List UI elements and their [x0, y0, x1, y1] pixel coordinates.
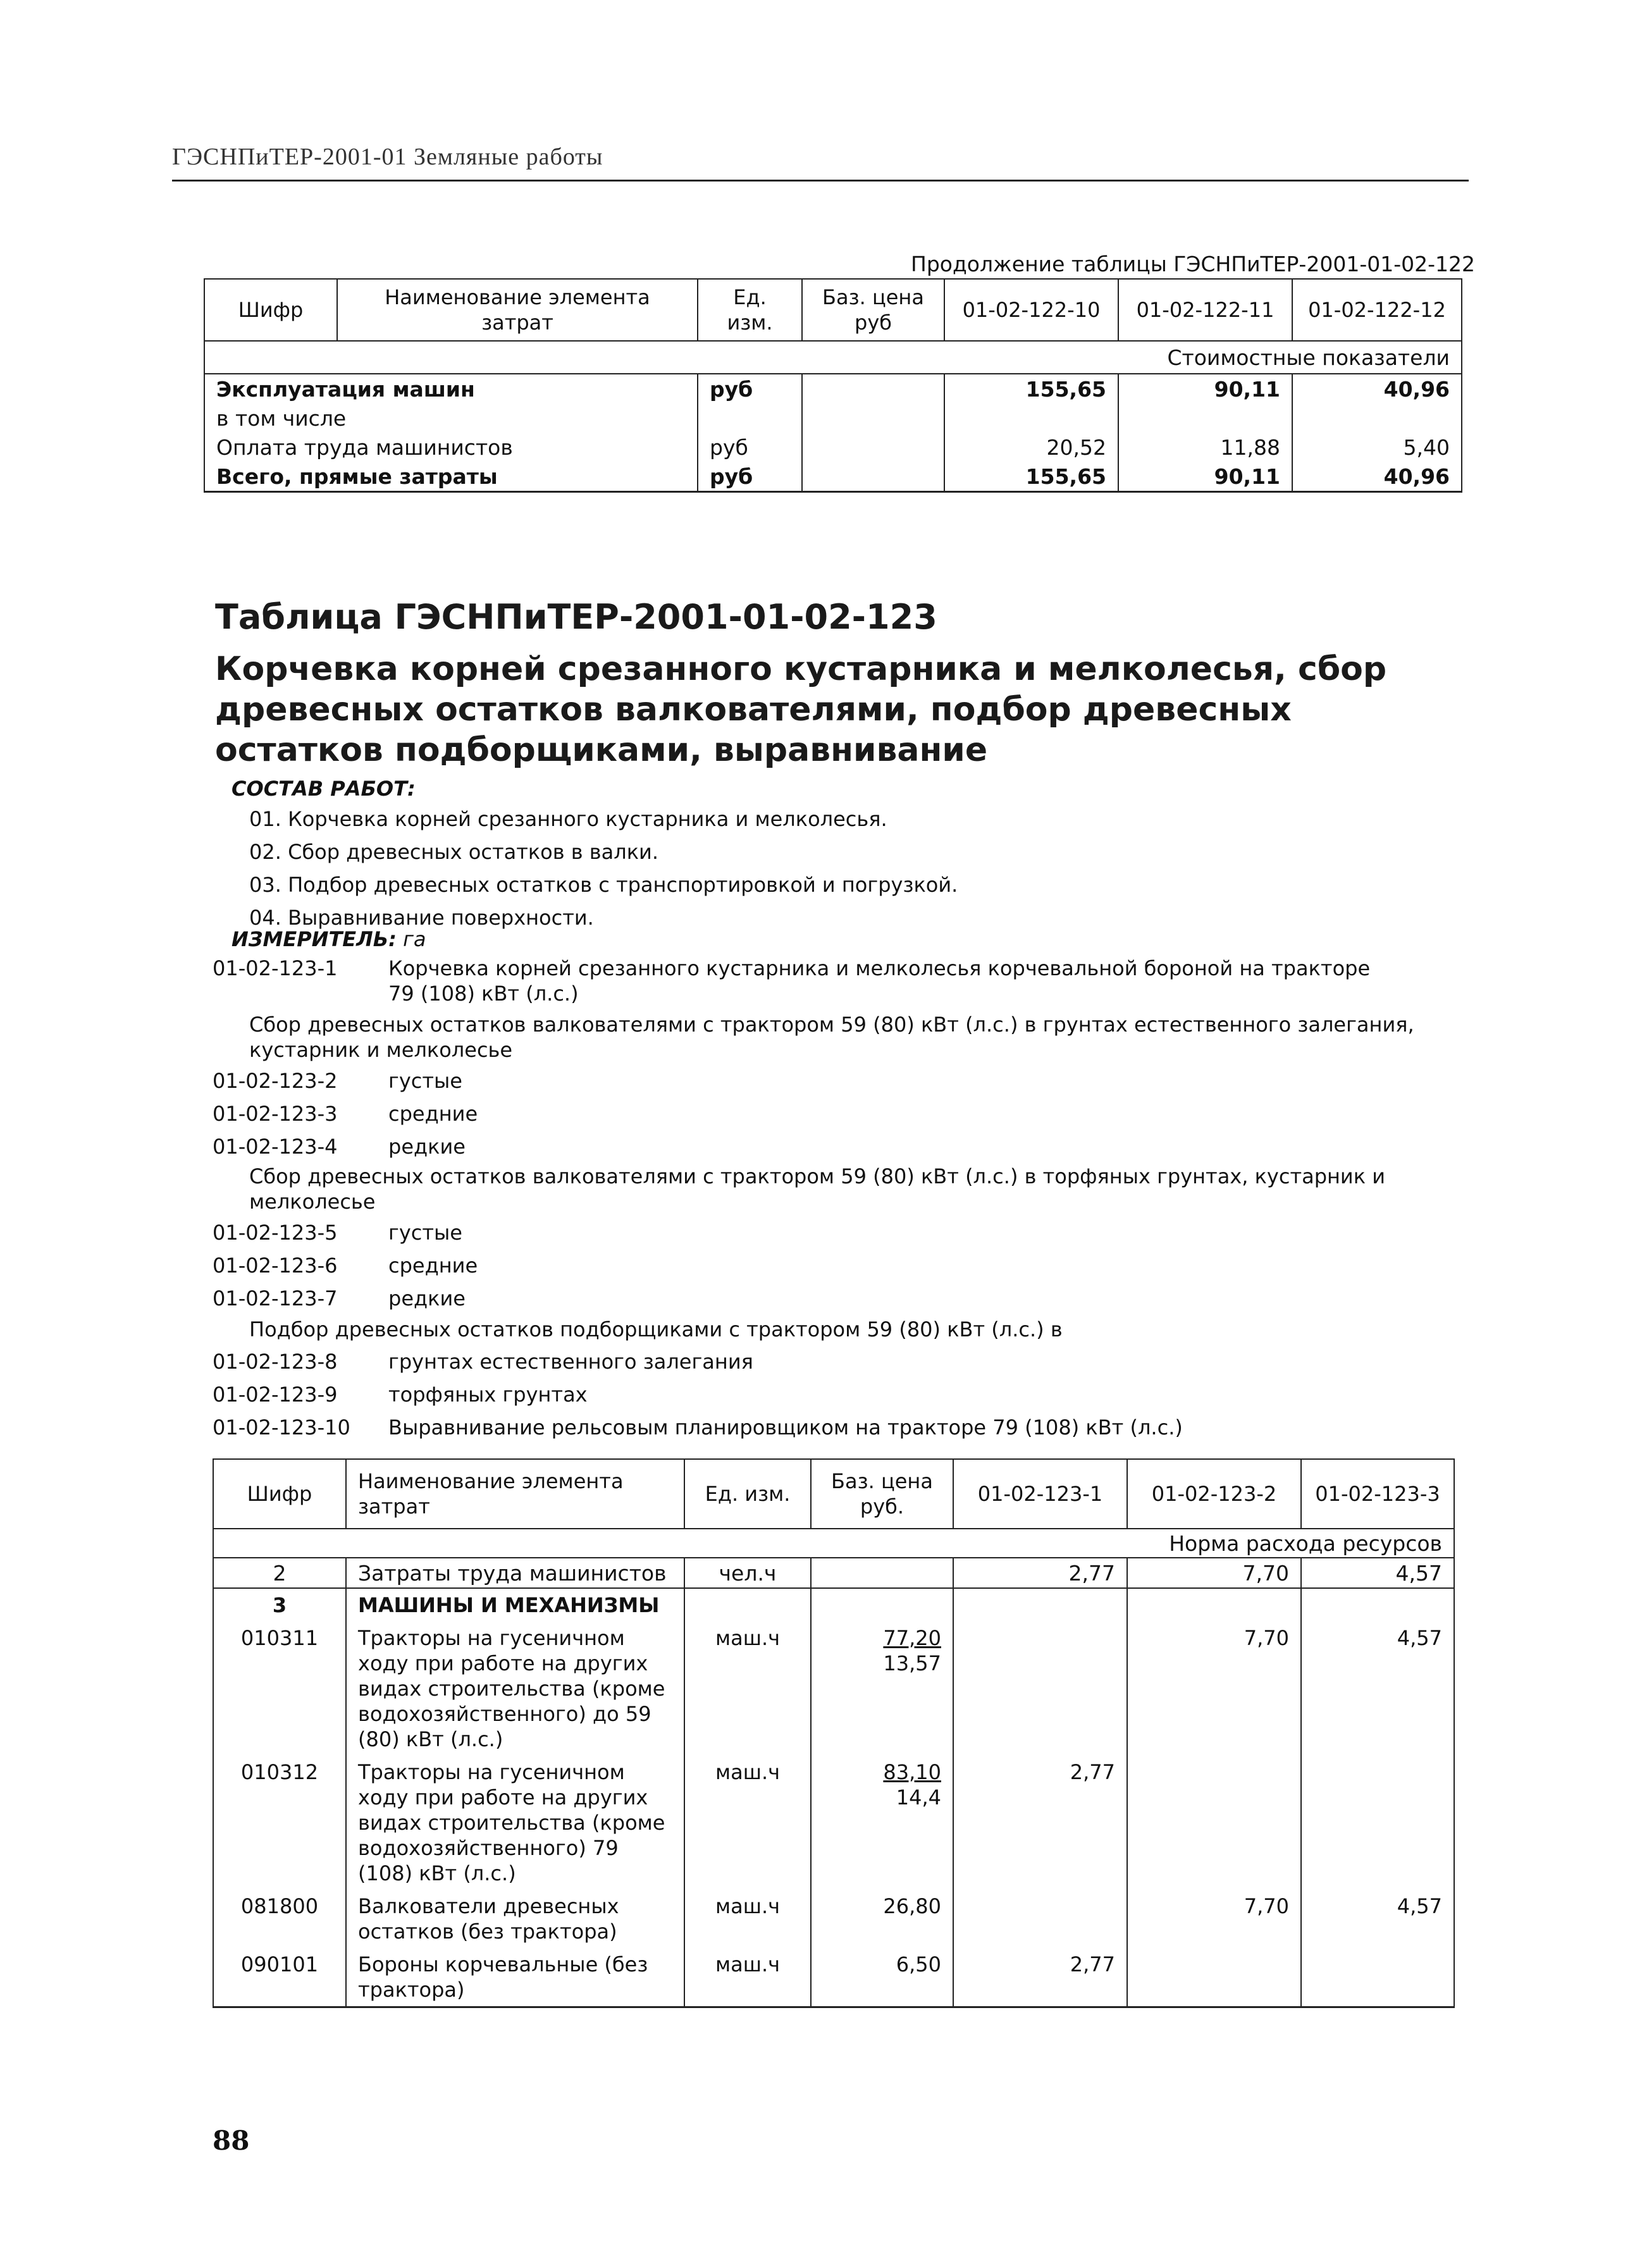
row-code: 081800	[213, 1890, 346, 1948]
composition-item: 03. Подбор древесных остатков с транспортировкой и погрузкой.	[249, 873, 958, 897]
row-unit: руб	[698, 462, 802, 492]
row-name: в том числе	[204, 404, 698, 433]
item-code: 01-02-123-5	[213, 1221, 338, 1245]
header-code: Шифр	[213, 1459, 346, 1529]
price-top: 77,20	[883, 1626, 941, 1650]
table-subtitle: Корчевка корней срезанного кустарника и мелколесья, сбор древесных остатков валкователями, подбор древесных остатков подборщиками, выравнивание	[215, 650, 1387, 769]
group-desc: Подбор древесных остатков подборщиками с трактором 59 (80) кВт (л.с.) в	[249, 1317, 1063, 1341]
row-value-3: 5,40	[1292, 433, 1462, 462]
row-unit: руб	[698, 374, 802, 404]
group-desc: Сбор древесных остатков валкователями с трактором 59 (80) кВт (л.с.) в торфяных грунтах, кустарник и мелколесье	[249, 1164, 1386, 1214]
item-code: 01-02-123-1	[213, 956, 338, 980]
item-desc: Выравнивание рельсовым планировщиком на тракторе 79 (108) кВт (л.с.)	[388, 1415, 1183, 1439]
row-code: 3	[213, 1588, 346, 1622]
item-desc: средние	[388, 1102, 478, 1126]
item-desc-cont: 79 (108) кВт (л.с.)	[388, 982, 579, 1006]
header-price: Баз. цена руб.	[811, 1459, 953, 1529]
row-name: Тракторы на гусеничном ходу при работе на других видах строительства (кроме водохозяйственного) 79 (108) кВт (л.с.)	[346, 1756, 684, 1890]
item-desc: густые	[388, 1221, 462, 1245]
item-code: 01-02-123-6	[213, 1254, 338, 1278]
item-desc: Корчевка корней срезанного кустарника и мелколесья корчевальной бороной на тракторе	[388, 956, 1371, 980]
header-price: Баз. цена руб	[802, 279, 944, 341]
row-value-1: 2,77	[953, 1948, 1127, 2007]
row-price: 6,50	[811, 1948, 953, 2007]
header-name: Наименование элемента затрат	[337, 279, 698, 341]
meter-line	[231, 927, 426, 951]
table-subheader: Норма расхода ресурсов	[213, 1529, 1454, 1558]
price-top: 83,10	[883, 1760, 941, 1784]
row-value-3: 40,96	[1292, 462, 1462, 492]
item-code: 01-02-123-9	[213, 1383, 338, 1407]
row-code: 010312	[213, 1756, 346, 1890]
table-row	[204, 374, 1462, 404]
row-unit: маш.ч	[684, 1756, 811, 1890]
table-header-row	[213, 1459, 1454, 1529]
row-value-3: 4,57	[1301, 1890, 1454, 1948]
row-unit: маш.ч	[684, 1622, 811, 1756]
resource-table-123	[213, 1458, 1455, 2008]
table-row	[213, 1948, 1454, 2007]
row-value-2: 7,70	[1127, 1558, 1301, 1588]
row-name: Тракторы на гусеничном ходу при работе на других видах строительства (кроме водохозяйственного) до 59 (80) кВт (л.с.)	[346, 1622, 684, 1756]
row-value-3: 40,96	[1292, 374, 1462, 404]
table-title: Таблица ГЭСНПиТЕР-2001-01-02-123	[215, 597, 937, 637]
row-name: Эксплуатация машин	[204, 374, 698, 404]
row-unit: маш.ч	[684, 1890, 811, 1948]
row-value-1: 155,65	[944, 462, 1118, 492]
row-price	[802, 374, 944, 404]
cost-table-122	[204, 278, 1462, 493]
meter-label: ИЗМЕРИТЕЛЬ:	[231, 927, 397, 951]
item-desc: грунтах естественного залегания	[388, 1350, 753, 1374]
row-name: Бороны корчевальные (без трактора)	[346, 1948, 684, 2007]
row-name: Затраты труда машинистов	[346, 1558, 684, 1588]
row-price	[811, 1622, 953, 1756]
table-row	[213, 1588, 1454, 1622]
item-desc: редкие	[388, 1135, 466, 1159]
row-value-3: 4,57	[1301, 1622, 1454, 1756]
table-header-row	[204, 279, 1462, 341]
composition-item: 01. Корчевка корней срезанного кустарника и мелколесья.	[249, 807, 887, 831]
table-row	[204, 462, 1462, 492]
row-value-2: 11,88	[1118, 433, 1292, 462]
header-col-2: 01-02-123-2	[1127, 1459, 1301, 1529]
row-name: Валкователи древесных остатков (без трактора)	[346, 1890, 684, 1948]
row-price: 26,80	[811, 1890, 953, 1948]
item-code: 01-02-123-8	[213, 1350, 338, 1374]
row-value-3: 4,57	[1301, 1558, 1454, 1588]
table-row	[204, 404, 1462, 433]
table-subheader: Стоимостные показатели	[204, 341, 1462, 374]
header-code: Шифр	[204, 279, 337, 341]
table-row	[213, 1890, 1454, 1948]
row-unit: чел.ч	[684, 1558, 811, 1588]
row-name: Всего, прямые затраты	[204, 462, 698, 492]
composition-item: 02. Сбор древесных остатков в валки.	[249, 840, 659, 864]
price-bottom: 14,4	[896, 1785, 941, 1809]
header-col-1: 01-02-123-1	[953, 1459, 1127, 1529]
row-value-2: 90,11	[1118, 374, 1292, 404]
header-col-1: 01-02-122-10	[944, 279, 1118, 341]
header-col-2: 01-02-122-11	[1118, 279, 1292, 341]
row-value-1: 2,77	[953, 1756, 1127, 1890]
row-unit	[698, 404, 802, 433]
item-code: 01-02-123-2	[213, 1069, 338, 1093]
header-unit: Ед. изм.	[698, 279, 802, 341]
table-row	[213, 1756, 1454, 1890]
row-value-1: 20,52	[944, 433, 1118, 462]
price-bottom: 13,57	[883, 1651, 941, 1675]
row-value-1: 2,77	[953, 1558, 1127, 1588]
row-code: 2	[213, 1558, 346, 1588]
composition-heading: СОСТАВ РАБОТ:	[231, 777, 416, 801]
row-name: Оплата труда машинистов	[204, 433, 698, 462]
row-value-2: 7,70	[1127, 1622, 1301, 1756]
item-desc: торфяных грунтах	[388, 1383, 588, 1407]
table-row	[204, 433, 1462, 462]
meter-unit: га	[403, 927, 426, 951]
row-value-2: 7,70	[1127, 1890, 1301, 1948]
item-code: 01-02-123-7	[213, 1286, 338, 1310]
row-value-1: 155,65	[944, 374, 1118, 404]
row-name: МАШИНЫ И МЕХАНИЗМЫ	[346, 1588, 684, 1622]
item-desc: редкие	[388, 1286, 466, 1310]
table-row	[213, 1558, 1454, 1588]
item-code: 01-02-123-3	[213, 1102, 338, 1126]
header-unit: Ед. изм.	[684, 1459, 811, 1529]
item-desc: средние	[388, 1254, 478, 1278]
item-desc: густые	[388, 1069, 462, 1093]
running-head: ГЭСНПиТЕР-2001-01 Земляные работы	[172, 144, 603, 170]
page-number: 88	[213, 2125, 250, 2156]
row-unit: руб	[698, 433, 802, 462]
header-rule	[172, 180, 1469, 182]
row-price	[811, 1756, 953, 1890]
row-code: 090101	[213, 1948, 346, 2007]
composition-item: 04. Выравнивание поверхности.	[249, 906, 594, 930]
continuation-caption: Продолжение таблицы ГЭСНПиТЕР-2001-01-02-122	[911, 252, 1476, 276]
table-row	[213, 1622, 1454, 1756]
header-col-3: 01-02-122-12	[1292, 279, 1462, 341]
item-code: 01-02-123-4	[213, 1135, 338, 1159]
item-code: 01-02-123-10	[213, 1415, 350, 1439]
row-value-2: 90,11	[1118, 462, 1292, 492]
row-unit: маш.ч	[684, 1948, 811, 2007]
header-col-3: 01-02-123-3	[1301, 1459, 1454, 1529]
header-name: Наименование элемента затрат	[346, 1459, 684, 1529]
row-code: 010311	[213, 1622, 346, 1756]
group-desc: Сбор древесных остатков валкователями с трактором 59 (80) кВт (л.с.) в грунтах естественного залегания, кустарник и мелколесье	[249, 1013, 1414, 1062]
